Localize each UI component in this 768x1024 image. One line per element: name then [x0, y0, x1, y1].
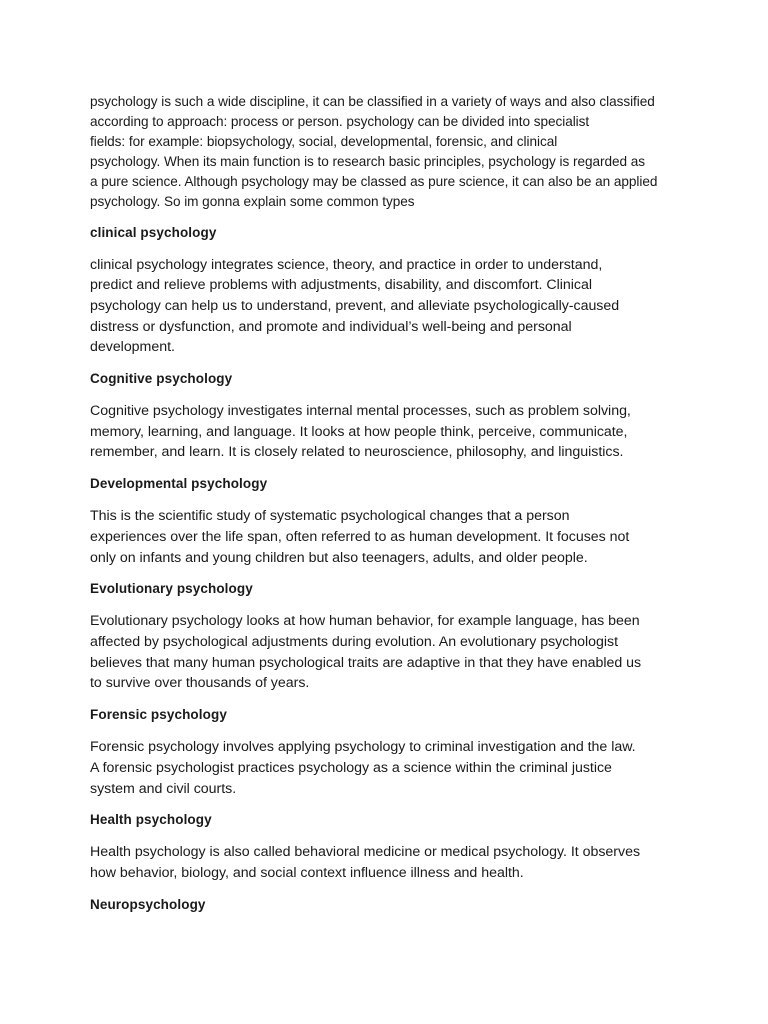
body-line: only on infants and young children but also teenagers, adults, and older people. [90, 549, 588, 566]
body-line: psychology can help us to understand, prevent, and alleviate psychologically-caused [90, 297, 620, 314]
body-line: experiences over the life span, often referred to as human development. It focuses not [90, 528, 630, 545]
body-line: how behavior, biology, and social context influence illness and health. [90, 864, 524, 881]
body-line: Forensic psychology involves applying psychology to criminal investigation and the law. [90, 739, 636, 756]
section-body-health [90, 842, 690, 883]
body-line: A forensic psychologist practices psychology as a science within the criminal justice [90, 759, 612, 776]
section-heading-developmental: Developmental psychology [90, 476, 268, 492]
body-line: predict and relieve problems with adjustments, disability, and discomfort. Clinical [90, 277, 592, 294]
body-line: distress or dysfunction, and promote and individual’s well-being and personal [90, 318, 572, 335]
section-heading-clinical: clinical psychology [90, 224, 217, 240]
intro-line: psychology. So im gonna explain some common types [90, 194, 415, 210]
body-line: remember, and learn. It is closely related to neuroscience, philosophy, and linguistics. [90, 444, 624, 461]
section-body-forensic [90, 737, 690, 799]
body-line: Evolutionary psychology looks at how human behavior, for example language, has been [90, 613, 640, 630]
body-line: memory, learning, and language. It looks at how people think, perceive, communicate, [90, 423, 628, 440]
intro-line: psychology is such a wide discipline, it can be classified in a variety of ways and also classified [90, 94, 655, 109]
body-line: to survive over thousands of years. [90, 675, 310, 692]
body-line: Cognitive psychology investigates internal mental processes, such as problem solving, [90, 403, 631, 420]
section-body-developmental [90, 506, 690, 568]
body-line: This is the scientific study of systematic psychological changes that a person [90, 508, 570, 525]
body-line: clinical psychology integrates science, theory, and practice in order to understand, [90, 256, 603, 273]
body-line: Health psychology is also called behavioral medicine or medical psychology. It observes [90, 844, 641, 861]
intro-line: fields: for example: biopsychology, social, developmental, forensic, and clinical [90, 134, 558, 150]
document-body [90, 92, 690, 927]
section-body-evolutionary [90, 611, 690, 694]
intro-paragraph [90, 92, 690, 213]
body-line: system and civil courts. [90, 780, 237, 797]
intro-line: psychology. When its main function is to research basic principles, psychology is regarded as [90, 154, 645, 170]
intro-line: a pure science. Although psychology may be classed as pure science, it can also be an applied [90, 174, 658, 190]
body-line: believes that many human psychological traits are adaptive in that they have enabled us [90, 654, 642, 671]
section-heading-neuropsychology: Neuropsychology [90, 896, 206, 912]
section-body-clinical [90, 255, 690, 359]
body-line: development. [90, 339, 175, 356]
section-body-cognitive [90, 401, 690, 463]
body-line: affected by psychological adjustments during evolution. An evolutionary psychologist [90, 634, 619, 650]
section-heading-evolutionary: Evolutionary psychology [90, 581, 253, 597]
section-heading-forensic: Forensic psychology [90, 707, 227, 723]
section-heading-cognitive: Cognitive psychology [90, 371, 233, 387]
intro-line: according to approach: process or person. psychology can be divided into specialist [90, 114, 590, 130]
section-heading-health: Health psychology [90, 812, 212, 828]
